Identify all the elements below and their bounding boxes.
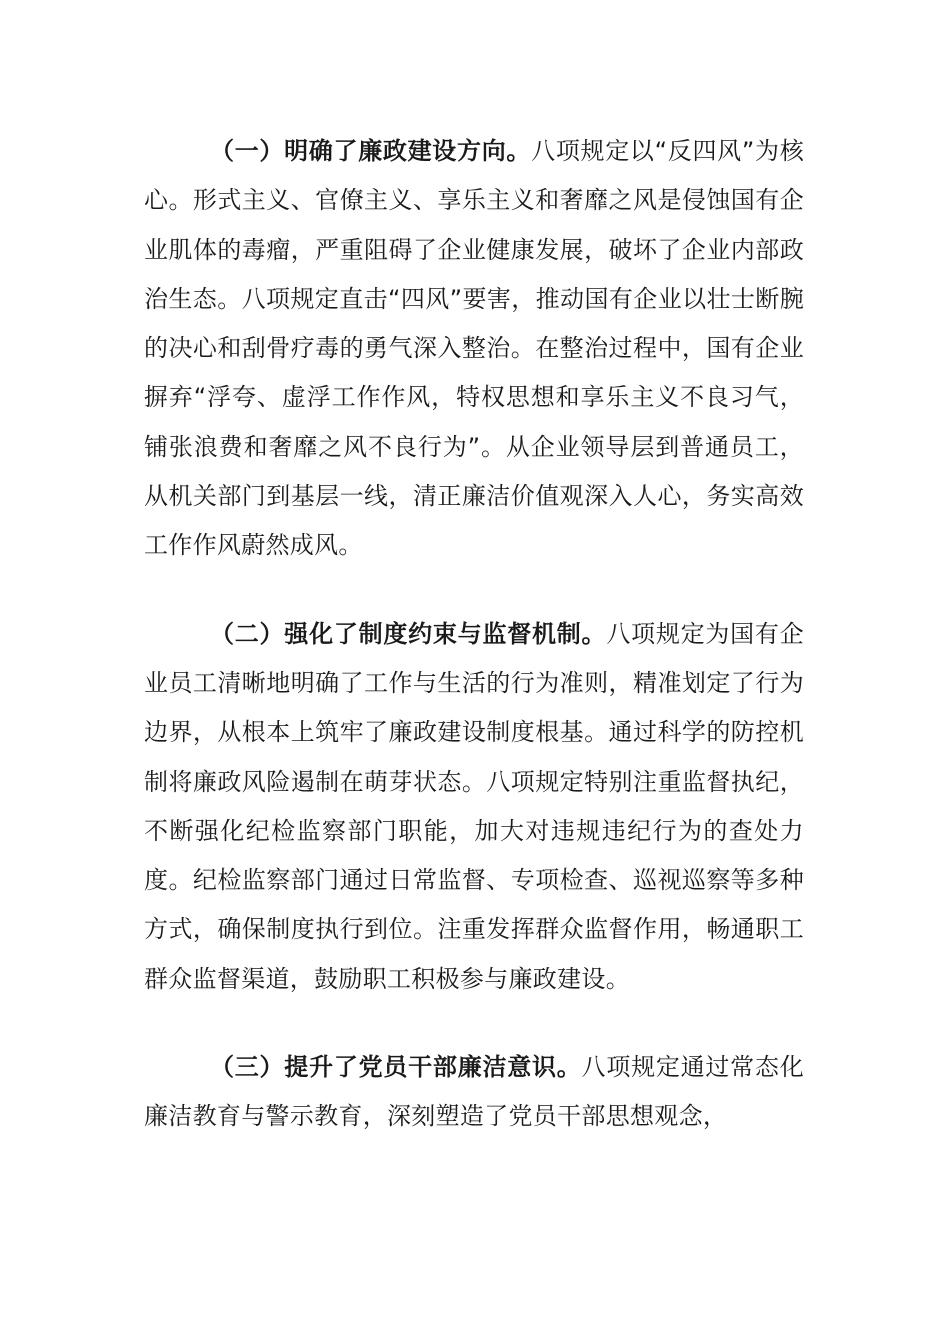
paragraph-1-heading: （一）明确了廉政建设方向。 (210, 137, 532, 165)
paragraph-1 (144, 127, 804, 571)
paragraph-3-body: 八项规定通过常态化廉洁教育与警示教育，深刻塑造了党员干部思想观念， (144, 1053, 805, 1131)
paragraph-2 (144, 610, 804, 1004)
paragraph-2-body: 八项规定为国有企业员工清晰地明确了工作与生活的行为准则，精准划定了行为边界，从根本上筑牢了廉政建设制度根基。通过科学的防控机制将廉政风险遏制在萌芽状态。八项规定特别注重监督执纪，不断强化纪检监察部门职能，加大对违规违纪行为的查处力度。纪检监察部门通过日常监督、专项检查、巡视巡察等多种方式，确保制度执行到位。注重发挥群众监督作用，畅通职工群众监督渠道，鼓励职工积极参与廉政建设。 (144, 619, 804, 993)
paragraph-3-heading: （三）提升了党员干部廉洁意识。 (210, 1053, 582, 1082)
paragraph-2-heading: （二）强化了制度约束与监督机制。 (210, 619, 607, 648)
document-page (144, 127, 804, 1142)
paragraph-3 (144, 1043, 804, 1142)
paragraph-1-body: 八项规定以“反四风”为核心。形式主义、官僚主义、享乐主义和奢靡之风是侵蚀国有企业肌体的毒瘤，严重阻碍了企业健康发展，破坏了企业内部政治生态。八项规定直击“四风”要害，推动国有企业以壮士断腕的决心和刮骨疗毒的勇气深入整治。在整治过程中，国有企业摒弃“浮夸、虚浮工作作风，特权思想和享乐主义不良习气，铺张浪费和奢靡之风不良行为”。从企业领导层到普通员工，从机关部门到基层一线，清正廉洁价值观深入人心，务实高效工作作风蔚然成风。 (144, 137, 805, 560)
